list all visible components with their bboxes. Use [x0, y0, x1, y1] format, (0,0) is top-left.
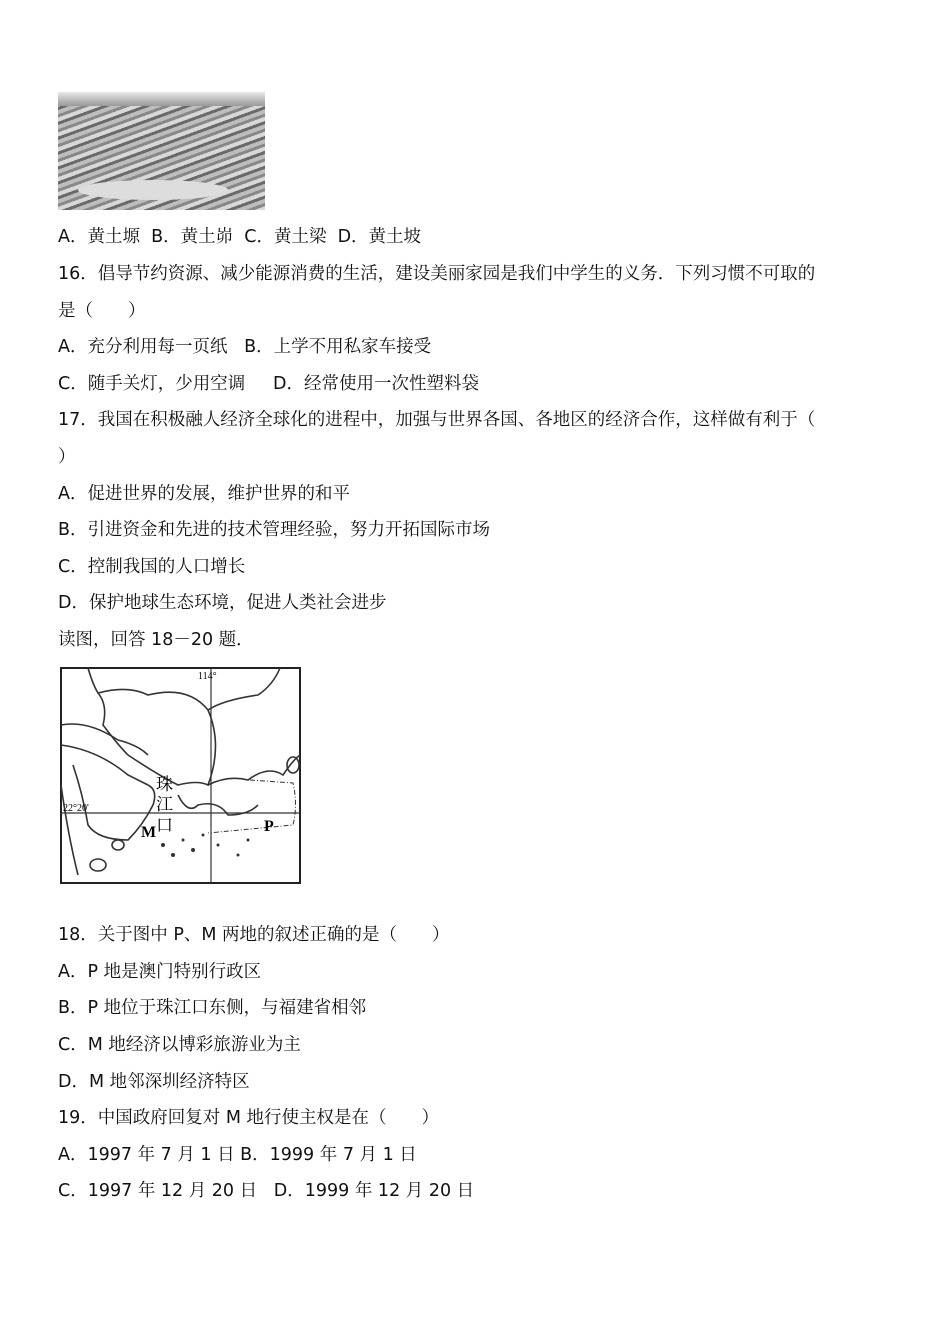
pearl-river-estuary-map — [58, 665, 303, 887]
longitude-label: 114° — [198, 671, 217, 682]
estuary-label-1: 珠 — [156, 775, 173, 795]
p-label: P — [264, 818, 274, 835]
estuary-label-3: 口 — [156, 816, 173, 836]
latitude-label: 22°20' — [63, 803, 89, 814]
q16-stem: 16．倡导节约资源、减少能源消费的生活，建设美丽家园是我们中学生的义务．下列习惯不可取的 — [58, 264, 816, 284]
q17-option-d: D．保护地球生态环境，促进人类社会进步 — [58, 593, 387, 613]
q18-stem: 18．关于图中 P、M 两地的叙述正确的是（ ） — [58, 925, 450, 945]
estuary-label-2: 江 — [156, 795, 173, 815]
read-instruction: 读图，回答 18－20 题． — [58, 630, 254, 650]
map-frame — [61, 668, 300, 883]
loess-landform-photo — [58, 92, 265, 210]
photo-sky — [58, 92, 265, 106]
q17-option-c: C．控制我国的人口增长 — [58, 557, 246, 577]
photo-valley-floor — [78, 180, 228, 200]
q18-option-d: D．M 地邻深圳经济特区 — [58, 1072, 250, 1092]
q19-options-ab: A．1997 年 7 月 1 日 B．1999 年 7 月 1 日 — [58, 1145, 417, 1165]
q18-option-a: A．P 地是澳门特别行政区 — [58, 962, 262, 982]
q16-options-cd: C．随手关灯，少用空调 D．经常使用一次性塑料袋 — [58, 374, 480, 394]
q19-stem: 19．中国政府回复对 M 地行使主权是在（ ） — [58, 1108, 439, 1128]
q18-option-c: C．M 地经济以博彩旅游业为主 — [58, 1035, 301, 1055]
q16-options-ab: A．充分利用每一页纸 B．上学不用私家车接受 — [58, 337, 432, 357]
q17-option-b: B．引进资金和先进的技术管理经验，努力开拓国际市场 — [58, 520, 491, 540]
q16-stem-cont: 是（ ） — [58, 301, 146, 321]
q19-options-cd: C．1997 年 12 月 20 日 D．1999 年 12 月 20 日 — [58, 1181, 475, 1201]
q17-stem-cont: ） — [58, 447, 76, 467]
q17-option-a: A．促进世界的发展，维护世界的和平 — [58, 484, 350, 504]
q15-options: A．黄土塬 B．黄土峁 C．黄土梁 D．黄土坡 — [58, 227, 422, 247]
q17-stem: 17．我国在积极融人经济全球化的进程中，加强与世界各国、各地区的经济合作，这样做有利于（ — [58, 410, 816, 430]
q18-option-b: B．P 地位于珠江口东侧，与福建省相邻 — [58, 998, 367, 1018]
m-label: M — [141, 824, 157, 841]
